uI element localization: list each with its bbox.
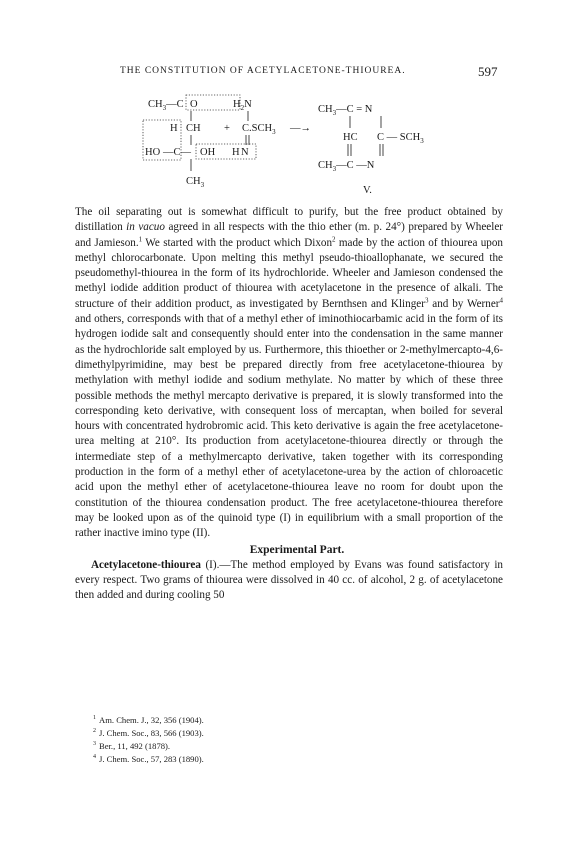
- reaction-arrow: —→: [290, 123, 311, 134]
- compound-heading: Acetylacetone-thiourea: [91, 558, 201, 571]
- paragraph-discussion: The oil separating out is somewhat difficult to purify, but the free product obtained by distillation in vacuo agreed in all respects with the thio ether (m. p. 24°) prepared by Wheeler and Jamieson.$^1$ We started with the product which Dixon$^2$ made by the action of thiourea upon methyl chlorocarbonate. Upon melting this methyl pseudo-thioallophanate, we secured the pseudomethyl-thiourea in the form of its hydrochloride. Wheeler and Jamieson condensed the methyl iodide addition product of thiourea with acetylacetone in the presence of alkali. The structure of their addition product, as investigated by Bernthsen and Klinger$^3$ and by Werner$^4$ and others, corresponds with that of a methyl ether of iminothiocarbamic acid in the form of its hydrogen iodide salt and consequently should enter into the condensation in the same manner as the hydrochloride salt employed by us. Furthermore, this thioether or 2-methylmercapto-4,6-dimethylpyrimidine, may best be prepared directly from free acetylacetone-thiourea by methylation with methyl iodide and sodium methylate. No matter by which of these three possible methods the methyl mercapto derivative is prepared, it is slowly transformed into the corresponding keto derivative, with consequent loss of mercaptan, when boiled for several hours with concentrated hydrobromic acid. This keto derivative is again the free acetylacetone-urea melting at 210°. Its production from acetylacetone-thiourea directly or through the intermediate step of a methylmercapto derivative, taken together with its corresponding production in the form of a methyl ether of acetylacetone-urea by the action of chloroacetic acid upon the methyl ether of acetylacetone-thiourea leave no room for doubt upon the constitution of the thiourea condensation product. The free acetylacetone-thiourea therefore may be looked upon as of the quinoid type (I) in equilibrium with a small proportion of the rather inactive imino type (II).: [75, 206, 503, 540]
- section-heading: Experimental Part.: [249, 543, 345, 556]
- reactant-ch3-top: $CH_3—C$: [148, 99, 184, 112]
- footnote-ref-4: 4: [499, 296, 503, 305]
- footnote: $^1$ Am. Chem. J., 32, 356 (1904).: [93, 714, 204, 725]
- reactant-n-bottom: N: [241, 147, 249, 158]
- running-title: THE CONSTITUTION OF ACETYLACETONE-THIOUREA.: [120, 66, 406, 76]
- reaction-scheme: [0, 0, 579, 200]
- product-row1: $CH_3—C = N$: [318, 104, 373, 117]
- reactant-h-bottom: H: [232, 147, 240, 158]
- reactant-h: H: [170, 123, 178, 134]
- reactant-oh: OH: [200, 147, 216, 158]
- footnotes: [93, 713, 493, 766]
- product-hc: HC: [343, 132, 358, 143]
- reactant-cs-ch3: $C.SCH_3$: [242, 123, 276, 136]
- product-structure: [318, 104, 424, 196]
- product-c-sch3: C — $SCH_3$: [377, 132, 424, 145]
- product-label: V.: [363, 185, 372, 196]
- footnote-ref-3: 3: [424, 296, 429, 305]
- paragraph-experimental: Acetylacetone-thiourea (I).—The method employed by Evans was found satisfactory in every respect. Two grams of thiourea were dissolved in 40 cc. of alcohol, 2 g. of acetylacetone then added and during cooling 50: [75, 558, 503, 602]
- footnote-ref-2: 2: [332, 234, 336, 243]
- reactant-ch3-bottom: $CH_3$: [186, 176, 205, 189]
- reactant-plus: +: [224, 123, 230, 134]
- reactant-h2n: $H_2N$: [233, 99, 252, 112]
- reactant-ch: CH: [186, 123, 201, 134]
- reactant-ho: HO: [145, 147, 161, 158]
- reactant-structure: [143, 95, 276, 189]
- reactant-c: —C—: [163, 147, 192, 158]
- footnote: $^2$ J. Chem. Soc., 83, 566 (1903).: [93, 728, 204, 739]
- footnote: $^4$ J. Chem. Soc., 57, 283 (1890).: [93, 754, 204, 765]
- page-number: 597: [478, 64, 498, 79]
- footnote: $^3$ Ber., 11, 492 (1878).: [93, 741, 171, 752]
- footnote-ref-1: 1: [138, 234, 143, 243]
- body-text: [75, 205, 503, 603]
- reactant-o: O: [190, 99, 198, 110]
- product-row3: $CH_3—C$ —N: [318, 160, 375, 173]
